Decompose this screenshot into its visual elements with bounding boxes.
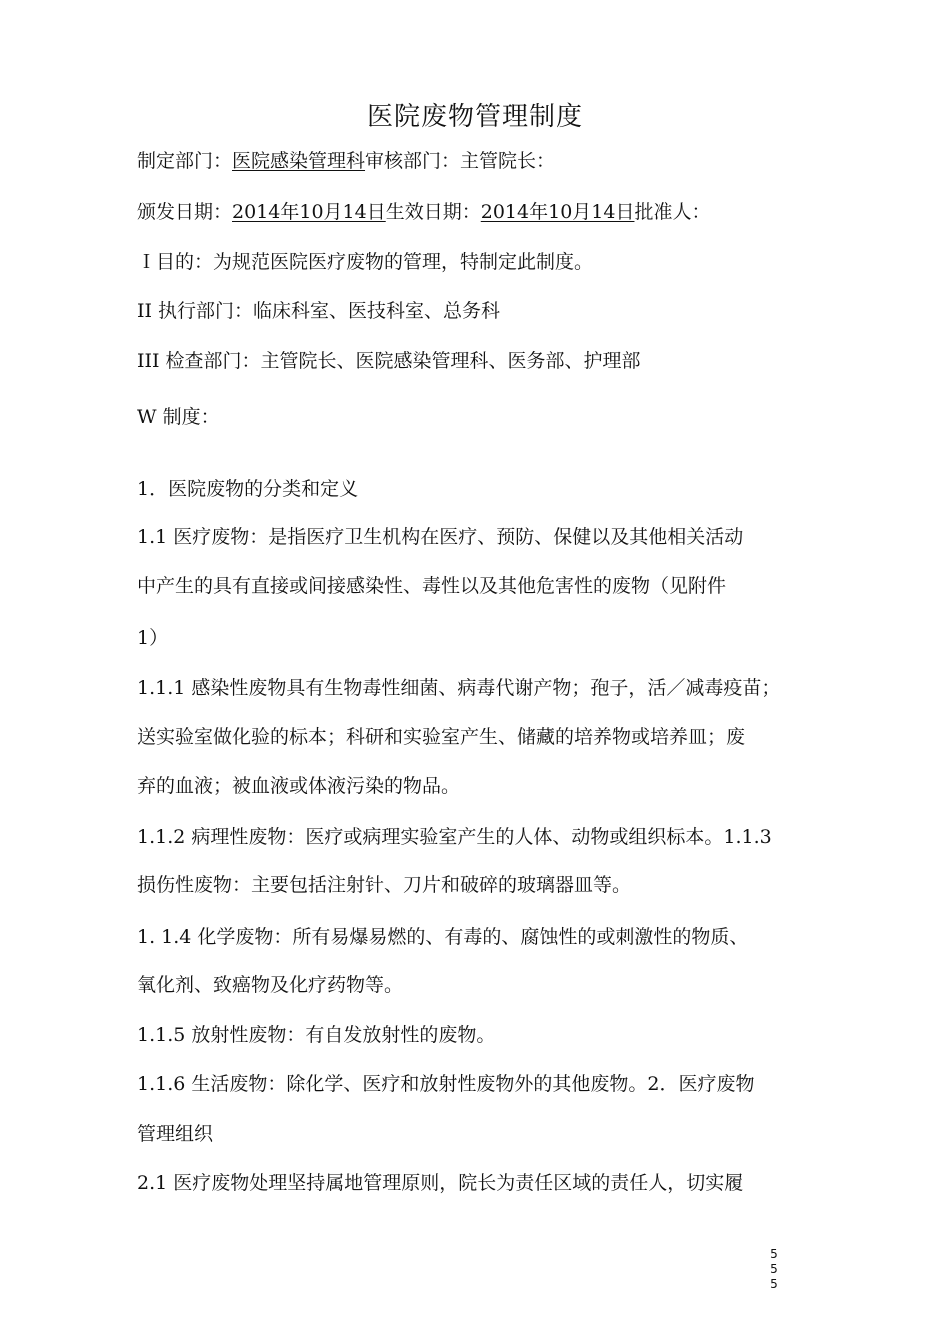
dept-value: 医院感染管理科	[232, 150, 366, 172]
effective-date: 2014年10月14日	[480, 201, 635, 223]
page-number	[768, 1247, 780, 1292]
header-dept-line	[137, 148, 555, 174]
body-line: 弃的血液；被血液或体液污染的物品。	[137, 775, 461, 797]
body-line: 送实验室做化验的标本；科研和实验室产生、储藏的培养物或培养皿；废	[137, 726, 746, 748]
body-line: 1．医院废物的分类和定义	[137, 478, 359, 500]
document-title: 医院废物管理制度	[366, 102, 583, 132]
approver-label: 批准人：	[634, 201, 711, 223]
body-line: 中产生的具有直接或间接感染性、毒性以及其他危害性的废物（见附件	[137, 575, 727, 597]
exec-dept-line: II 执行部门：临床科室、医技科室、总务科	[137, 300, 501, 322]
review-label: 审核部门：主管院长：	[365, 150, 556, 172]
check-dept-line: III 检查部门：主管院长、医院感染管理科、医务部、护理部	[137, 350, 641, 372]
system-heading: W 制度：	[137, 406, 220, 428]
issue-label: 颁发日期：	[137, 201, 233, 223]
body-line: 1.1.2 病理性废物：医疗或病理实验室产生的人体、动物或组织标本。1.1.3	[137, 826, 772, 848]
page-number-digit: 5	[770, 1247, 778, 1261]
body-line: 1.1.5 放射性废物：有自发放射性的废物。	[137, 1024, 496, 1046]
body-line: 1.1 医疗废物：是指医疗卫生机构在医疗、预防、保健以及其他相关活动	[137, 526, 744, 548]
body-line: 氧化剂、致癌物及化疗药物等。	[137, 974, 404, 996]
page-number-digit: 5	[770, 1262, 778, 1276]
body-line: 损伤性废物：主要包括注射针、刀片和破碎的玻璃器皿等。	[137, 874, 632, 896]
body-line: 1.1.6 生活废物：除化学、医疗和放射性废物外的其他废物。2．医疗废物	[137, 1073, 755, 1095]
effective-label: 生效日期：	[385, 201, 481, 223]
dept-label: 制定部门：	[137, 150, 233, 172]
body-line: 管理组织	[137, 1123, 214, 1145]
header-date-line	[137, 199, 710, 225]
body-line: 1. 1.4 化学废物：所有易爆易燃的、有毒的、腐蚀性的或刺激性的物质、	[137, 926, 749, 948]
purpose-line: Ｉ目的：为规范医院医疗废物的管理，特制定此制度。	[137, 251, 594, 273]
body-line: 1.1.1 感染性废物具有生物毒性细菌、病毒代谢产物；孢子，活／减毒疫苗；	[137, 677, 781, 699]
page-number-digit: 5	[770, 1277, 778, 1291]
body-line: 1）	[137, 627, 169, 649]
body-line: 2.1 医疗废物处理坚持属地管理原则，院长为责任区域的责任人，切实履	[137, 1172, 744, 1194]
issue-date: 2014年10月14日	[232, 201, 386, 223]
